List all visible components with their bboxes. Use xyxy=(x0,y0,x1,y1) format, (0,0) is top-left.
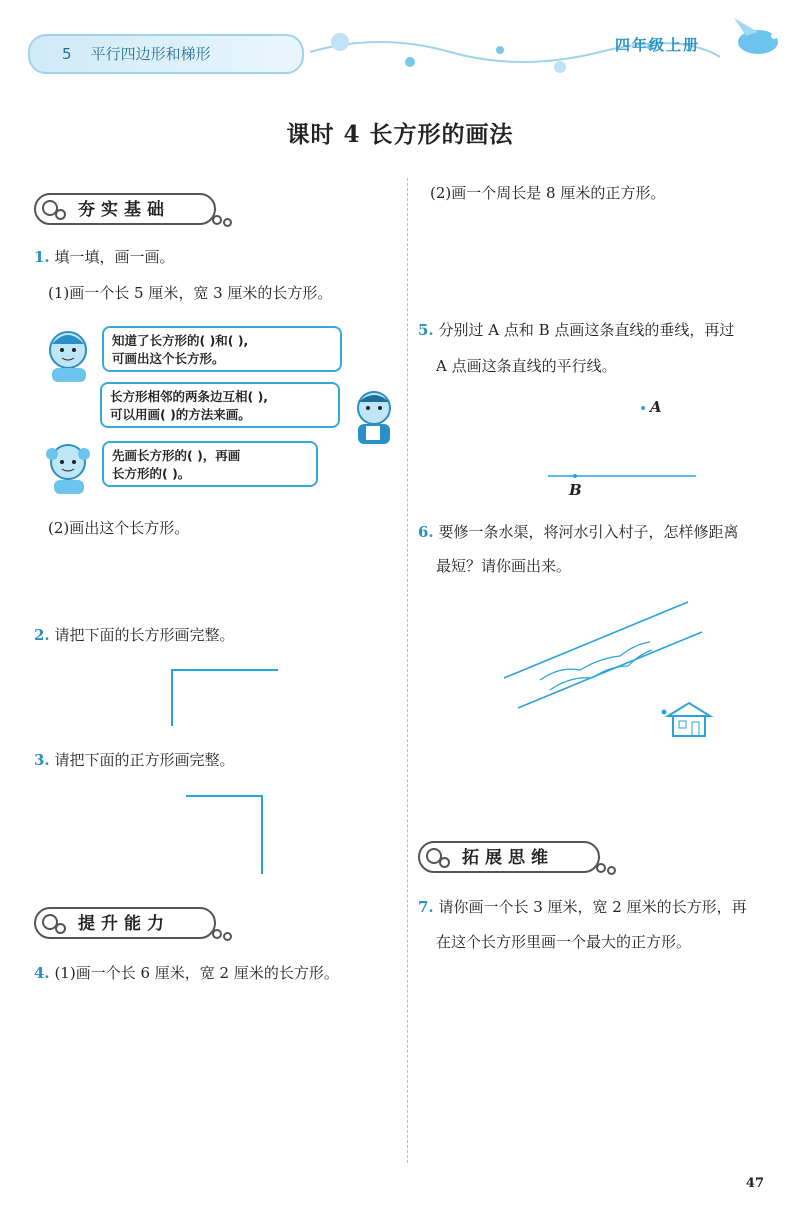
question-6 xyxy=(418,522,788,542)
partial-square-figure xyxy=(180,788,280,880)
hint-bubble-1 xyxy=(102,326,342,372)
q6-line2: 最短？请你画出来。 xyxy=(436,557,572,575)
question-number: 7. xyxy=(418,898,434,916)
section-tag-extend xyxy=(418,841,600,873)
hint-bubble-3 xyxy=(102,441,318,487)
perpendicular-figure xyxy=(540,396,700,506)
lesson-title: 课时 4 长方形的画法 xyxy=(286,121,514,148)
question-number: 3. xyxy=(34,751,50,769)
hint-bubble-line: 长方形的( )。 xyxy=(112,466,191,481)
grade-label: 四年级上册 xyxy=(614,36,700,54)
question-text: 要修一条水渠，将河水引入村子，怎样修距离 xyxy=(438,523,739,541)
hint-bubble-line: 可以用画( )的方法来画。 xyxy=(110,407,251,422)
hint-bubble-line: 知道了长方形的( )和( ), xyxy=(112,333,249,348)
hint-bubble-line: 先画长方形的( )，再画 xyxy=(112,448,241,463)
girl-avatar-icon xyxy=(42,438,100,496)
question-text: 请你画一个长 3 厘米，宽 2 厘米的长方形，再 xyxy=(438,898,747,916)
chapter-number: 5 xyxy=(62,45,72,63)
section-tag-label: 拓展思维 xyxy=(462,848,554,868)
hint-bubble-line: 长方形相邻的两条边互相( ), xyxy=(110,389,269,404)
q4-part2: (2)画一个周长是 8 厘米的正方形。 xyxy=(430,184,666,202)
hint-bubble-2 xyxy=(100,382,340,428)
page-number: 47 xyxy=(745,1176,764,1191)
question-number: 4. xyxy=(34,964,50,982)
bird-icon xyxy=(728,14,786,64)
q1-part1: (1)画一个长 5 厘米，宽 3 厘米的长方形。 xyxy=(48,284,333,302)
q1-part2: (2)画出这个长方形。 xyxy=(48,519,190,537)
question-text: 请把下面的正方形画完整。 xyxy=(54,751,235,769)
section-tag-label: 提升能力 xyxy=(78,914,170,934)
chapter-title: 平行四边形和梯形 xyxy=(90,45,211,63)
question-text: (1)画一个长 6 厘米，宽 2 厘米的长方形。 xyxy=(54,964,339,982)
village-house-icon xyxy=(664,700,714,740)
question-2 xyxy=(34,625,234,645)
q5-line2: A 点画这条直线的平行线。 xyxy=(436,357,617,375)
question-7 xyxy=(418,897,793,917)
partial-rectangle-figure xyxy=(160,662,290,732)
boy-reading-avatar-icon xyxy=(346,388,402,448)
question-text: 请把下面的长方形画完整。 xyxy=(54,626,235,644)
question-text: 填一填，画一画。 xyxy=(54,248,175,266)
question-number: 1. xyxy=(34,248,50,266)
hint-bubble-line: 可画出这个长方形。 xyxy=(112,351,225,366)
question-1 xyxy=(34,247,174,267)
question-text: 分别过 A 点和 B 点画这条直线的垂线，再过 xyxy=(438,321,735,339)
question-number: 2. xyxy=(34,626,50,644)
section-tag-improve xyxy=(34,907,216,939)
question-number: 5. xyxy=(418,321,434,339)
section-tag-label: 夯实基础 xyxy=(78,200,170,220)
section-tag-basic xyxy=(34,193,216,225)
point-a-label: A xyxy=(650,398,662,416)
question-4 xyxy=(34,963,339,983)
question-3 xyxy=(34,750,234,770)
q7-line2: 在这个长方形里画一个最大的正方形。 xyxy=(436,933,692,951)
boy-avatar-icon xyxy=(42,326,100,384)
question-number: 6. xyxy=(418,523,434,541)
question-5 xyxy=(418,320,788,340)
point-b-label: B xyxy=(569,481,582,499)
chapter-label xyxy=(62,43,211,64)
column-divider xyxy=(407,178,408,1163)
